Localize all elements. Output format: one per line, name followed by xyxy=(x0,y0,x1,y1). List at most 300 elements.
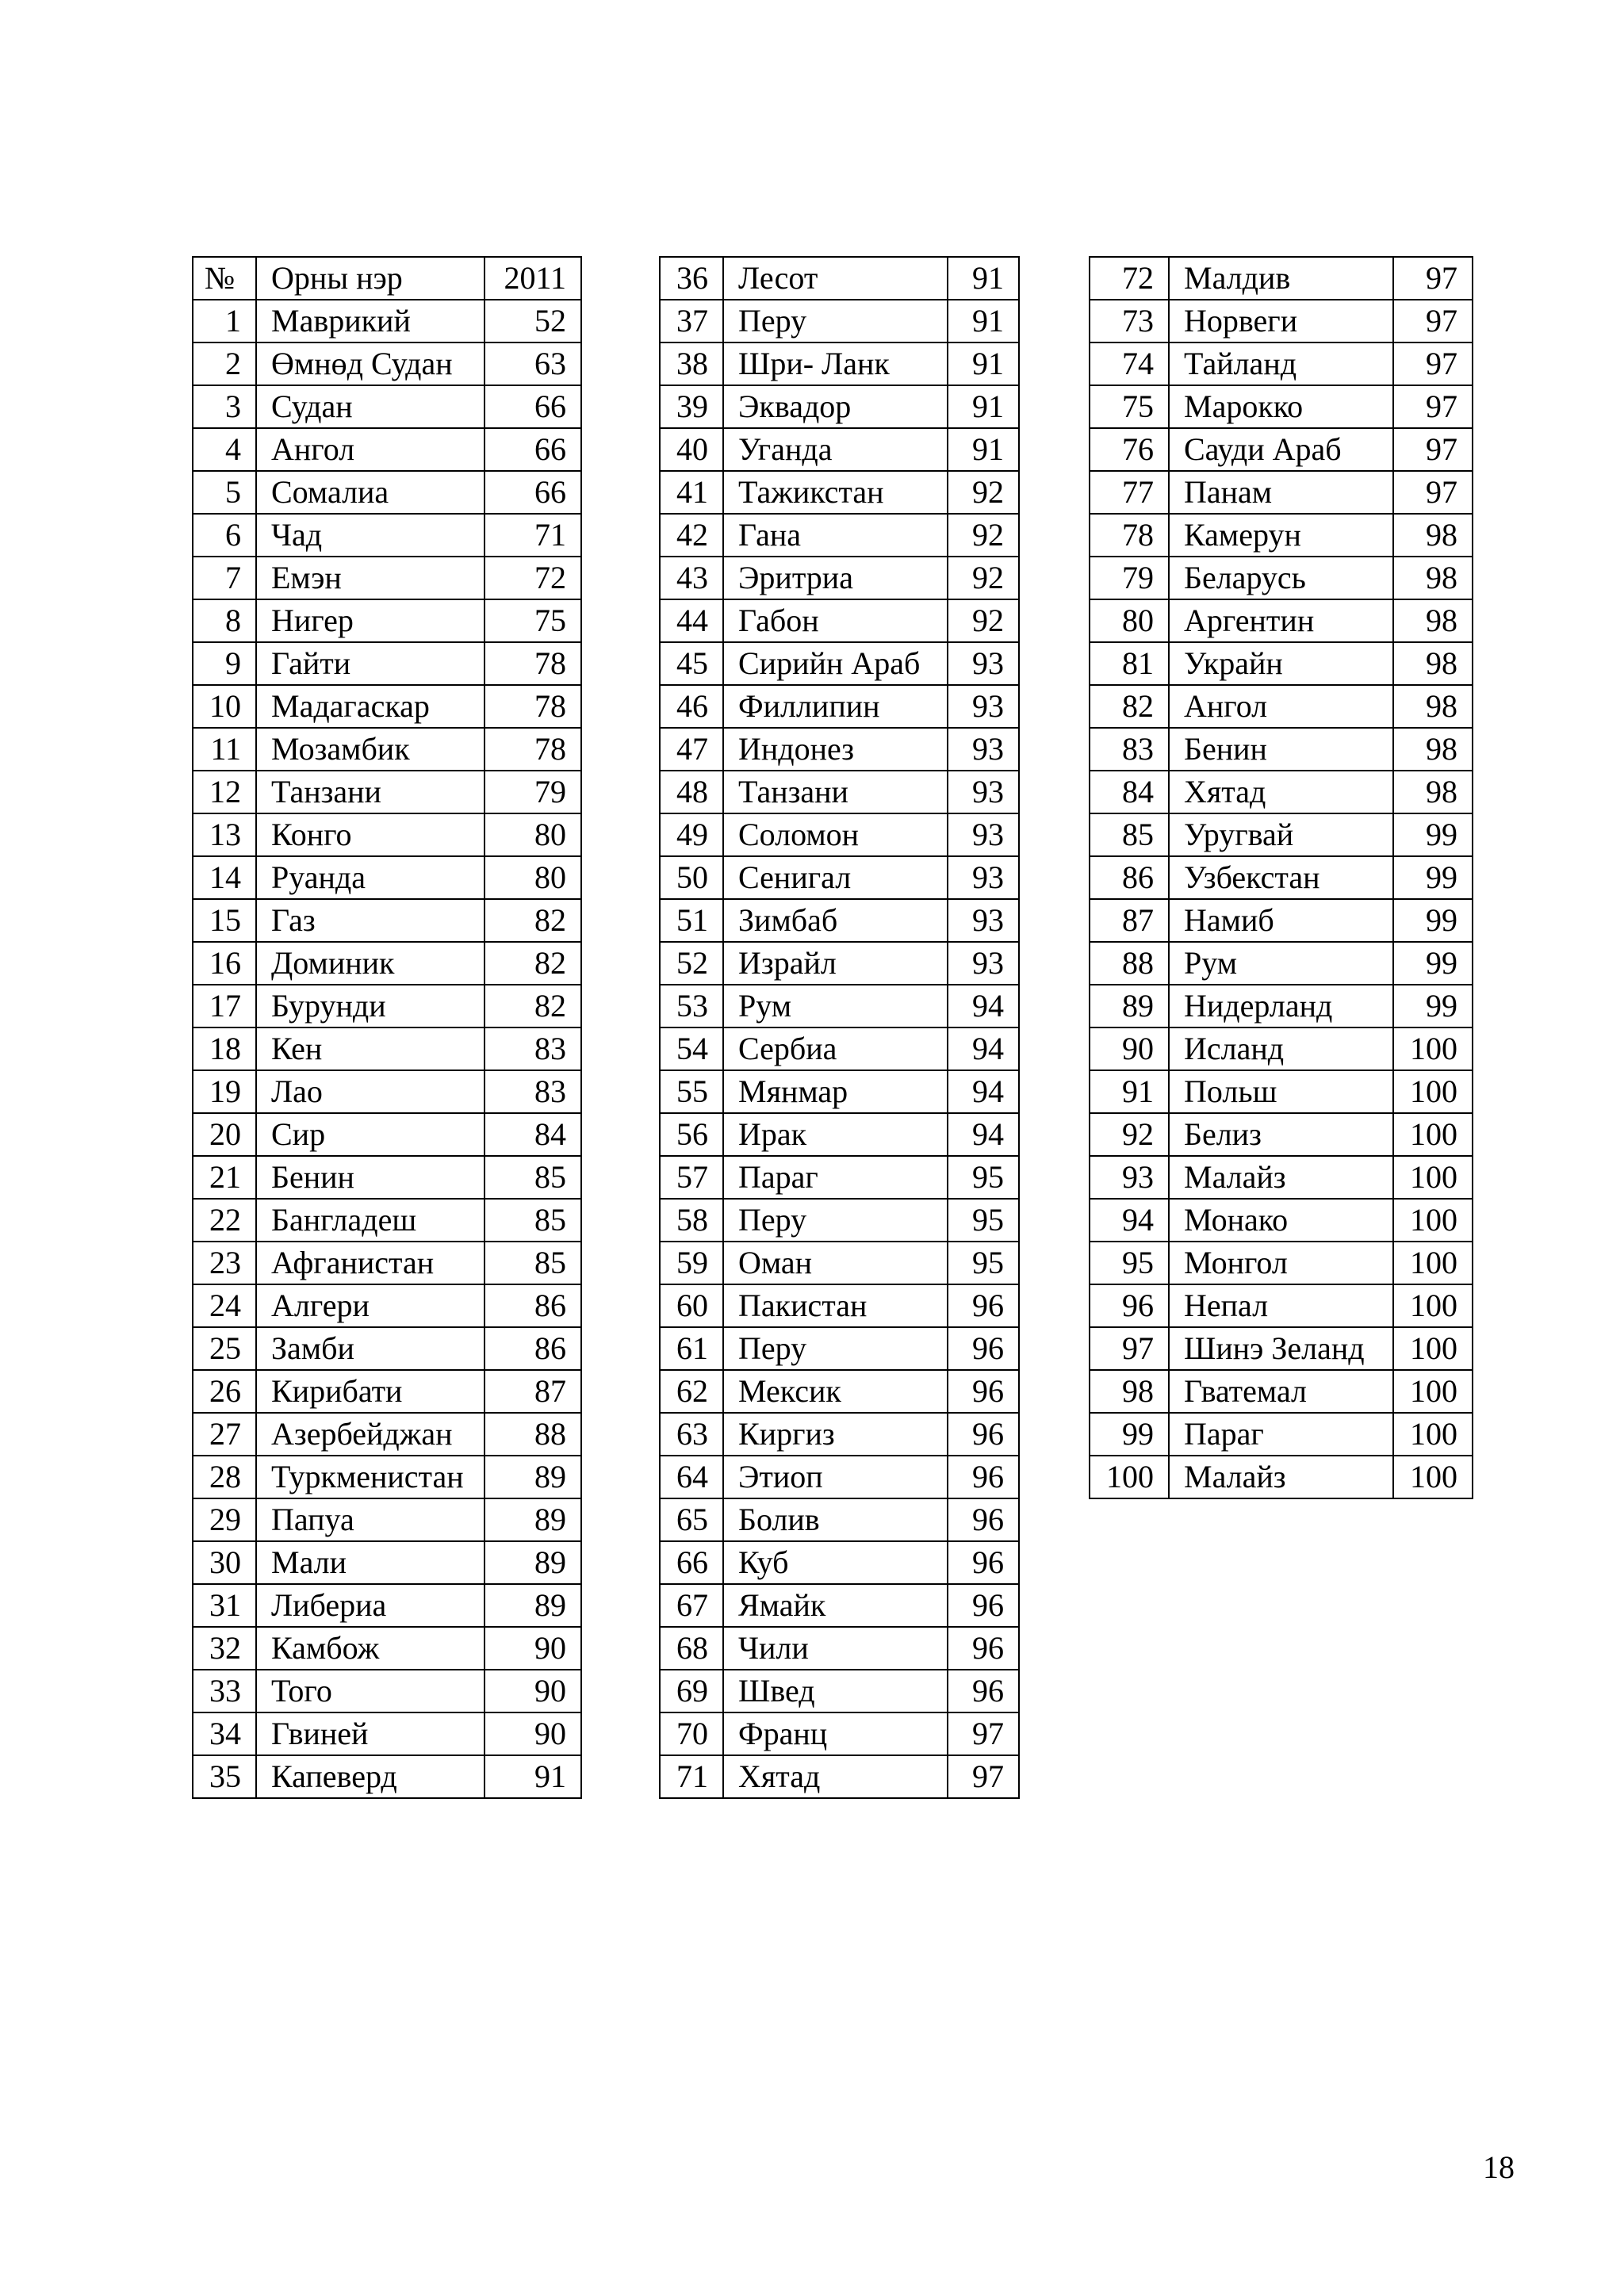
table-row xyxy=(660,942,1019,985)
rank-cell: 89 xyxy=(1090,985,1169,1027)
value-cell: 94 xyxy=(948,1070,1019,1113)
value-cell: 78 xyxy=(485,642,581,685)
country-cell: Куб xyxy=(723,1541,948,1584)
value-cell: 93 xyxy=(948,899,1019,942)
table-row xyxy=(1090,985,1473,1027)
value-cell: 89 xyxy=(485,1456,581,1498)
value-cell: 89 xyxy=(485,1498,581,1541)
value-cell: 94 xyxy=(948,1027,1019,1070)
rank-cell: 63 xyxy=(660,1413,723,1456)
table-row xyxy=(660,1456,1019,1498)
rank-cell: 78 xyxy=(1090,514,1169,557)
country-cell: Ямайк xyxy=(723,1584,948,1627)
country-cell: Папуа xyxy=(256,1498,485,1541)
value-cell: 83 xyxy=(485,1070,581,1113)
rank-cell: 30 xyxy=(193,1541,256,1584)
rank-cell: 74 xyxy=(1090,342,1169,385)
header-year: 2011 xyxy=(485,257,581,300)
country-cell: Гана xyxy=(723,514,948,557)
value-cell: 100 xyxy=(1393,1027,1473,1070)
country-cell: Габон xyxy=(723,599,948,642)
value-cell: 93 xyxy=(948,942,1019,985)
rank-cell: 10 xyxy=(193,685,256,728)
rank-cell: 5 xyxy=(193,471,256,514)
table-row xyxy=(193,813,581,856)
rank-cell: 36 xyxy=(660,257,723,300)
country-cell: Малайз xyxy=(1169,1456,1393,1498)
rank-cell: 6 xyxy=(193,514,256,557)
value-cell: 100 xyxy=(1393,1284,1473,1327)
country-cell: Соломон xyxy=(723,813,948,856)
table-row xyxy=(193,1370,581,1413)
country-cell: Мозамбик xyxy=(256,728,485,771)
value-cell: 98 xyxy=(1393,728,1473,771)
table-row xyxy=(660,856,1019,899)
value-cell: 92 xyxy=(948,471,1019,514)
country-cell: Украйн xyxy=(1169,642,1393,685)
value-cell: 66 xyxy=(485,385,581,428)
rank-cell: 7 xyxy=(193,557,256,599)
value-cell: 93 xyxy=(948,728,1019,771)
table-row xyxy=(193,642,581,685)
rank-cell: 62 xyxy=(660,1370,723,1413)
table-row xyxy=(660,342,1019,385)
country-cell: Этиоп xyxy=(723,1456,948,1498)
rank-cell: 11 xyxy=(193,728,256,771)
country-cell: Эквадор xyxy=(723,385,948,428)
value-cell: 96 xyxy=(948,1284,1019,1327)
rank-cell: 64 xyxy=(660,1456,723,1498)
country-cell: Исланд xyxy=(1169,1027,1393,1070)
table-row xyxy=(1090,471,1473,514)
country-cell: Мали xyxy=(256,1541,485,1584)
rank-cell: 77 xyxy=(1090,471,1169,514)
table-row xyxy=(660,1370,1019,1413)
country-table-2 xyxy=(659,256,1020,1799)
country-cell: Малдив xyxy=(1169,257,1393,300)
rank-cell: 39 xyxy=(660,385,723,428)
rank-cell: 99 xyxy=(1090,1413,1169,1456)
table-row xyxy=(193,1156,581,1199)
value-cell: 66 xyxy=(485,428,581,471)
value-cell: 78 xyxy=(485,685,581,728)
country-cell: Узбекстан xyxy=(1169,856,1393,899)
value-cell: 78 xyxy=(485,728,581,771)
table-row xyxy=(1090,813,1473,856)
country-cell: Монако xyxy=(1169,1199,1393,1242)
country-cell: Перу xyxy=(723,1327,948,1370)
country-cell: Сирийн Араб xyxy=(723,642,948,685)
country-cell: Танзани xyxy=(723,771,948,813)
value-cell: 99 xyxy=(1393,899,1473,942)
rank-cell: 50 xyxy=(660,856,723,899)
value-cell: 96 xyxy=(948,1370,1019,1413)
country-cell: Чили xyxy=(723,1627,948,1670)
country-cell: Сомалиа xyxy=(256,471,485,514)
value-cell: 100 xyxy=(1393,1156,1473,1199)
country-cell: Замби xyxy=(256,1327,485,1370)
value-cell: 89 xyxy=(485,1541,581,1584)
table-row xyxy=(1090,1284,1473,1327)
rank-cell: 79 xyxy=(1090,557,1169,599)
country-cell: Рум xyxy=(1169,942,1393,985)
country-cell: Хятад xyxy=(723,1755,948,1798)
value-cell: 52 xyxy=(485,300,581,342)
rank-cell: 66 xyxy=(660,1541,723,1584)
rank-cell: 71 xyxy=(660,1755,723,1798)
value-cell: 93 xyxy=(948,642,1019,685)
table-row xyxy=(193,685,581,728)
country-cell: Кирибати xyxy=(256,1370,485,1413)
value-cell: 95 xyxy=(948,1199,1019,1242)
rank-cell: 69 xyxy=(660,1670,723,1712)
rank-cell: 96 xyxy=(1090,1284,1169,1327)
rank-cell: 41 xyxy=(660,471,723,514)
rank-cell: 72 xyxy=(1090,257,1169,300)
rank-cell: 88 xyxy=(1090,942,1169,985)
value-cell: 66 xyxy=(485,471,581,514)
value-cell: 95 xyxy=(948,1156,1019,1199)
value-cell: 89 xyxy=(485,1584,581,1627)
country-cell: Лао xyxy=(256,1070,485,1113)
rank-cell: 33 xyxy=(193,1670,256,1712)
value-cell: 93 xyxy=(948,813,1019,856)
table-row xyxy=(1090,1413,1473,1456)
country-cell: Алгери xyxy=(256,1284,485,1327)
rank-cell: 23 xyxy=(193,1242,256,1284)
table-row xyxy=(660,1627,1019,1670)
country-cell: Уругвай xyxy=(1169,813,1393,856)
value-cell: 96 xyxy=(948,1670,1019,1712)
table-row xyxy=(193,557,581,599)
value-cell: 97 xyxy=(1393,300,1473,342)
rank-cell: 26 xyxy=(193,1370,256,1413)
rank-cell: 68 xyxy=(660,1627,723,1670)
rank-cell: 87 xyxy=(1090,899,1169,942)
rank-cell: 32 xyxy=(193,1627,256,1670)
value-cell: 98 xyxy=(1393,557,1473,599)
country-cell: Параг xyxy=(1169,1413,1393,1456)
value-cell: 85 xyxy=(485,1156,581,1199)
country-cell: Киргиз xyxy=(723,1413,948,1456)
table-row xyxy=(1090,728,1473,771)
rank-cell: 38 xyxy=(660,342,723,385)
rank-cell: 51 xyxy=(660,899,723,942)
table-row xyxy=(660,1156,1019,1199)
table-row xyxy=(193,728,581,771)
rank-cell: 95 xyxy=(1090,1242,1169,1284)
rank-cell: 42 xyxy=(660,514,723,557)
country-cell: Израйл xyxy=(723,942,948,985)
rank-cell: 9 xyxy=(193,642,256,685)
country-cell: Сенигал xyxy=(723,856,948,899)
country-cell: Өмнөд Судан xyxy=(256,342,485,385)
rank-cell: 44 xyxy=(660,599,723,642)
value-cell: 86 xyxy=(485,1284,581,1327)
value-cell: 99 xyxy=(1393,942,1473,985)
rank-cell: 55 xyxy=(660,1070,723,1113)
table-row xyxy=(193,1456,581,1498)
country-cell: Оман xyxy=(723,1242,948,1284)
table-row xyxy=(193,428,581,471)
table-row xyxy=(1090,1027,1473,1070)
table-row xyxy=(193,1284,581,1327)
table-row xyxy=(660,599,1019,642)
value-cell: 97 xyxy=(1393,342,1473,385)
country-cell: Бурунди xyxy=(256,985,485,1027)
value-cell: 97 xyxy=(1393,428,1473,471)
rank-cell: 76 xyxy=(1090,428,1169,471)
rank-cell: 49 xyxy=(660,813,723,856)
value-cell: 99 xyxy=(1393,813,1473,856)
table-row xyxy=(193,1027,581,1070)
country-cell: Хятад xyxy=(1169,771,1393,813)
value-cell: 82 xyxy=(485,899,581,942)
rank-cell: 85 xyxy=(1090,813,1169,856)
rank-cell: 37 xyxy=(660,300,723,342)
rank-cell: 17 xyxy=(193,985,256,1027)
table-row xyxy=(193,342,581,385)
country-cell: Уганда xyxy=(723,428,948,471)
country-cell: Беларусь xyxy=(1169,557,1393,599)
table-row xyxy=(660,899,1019,942)
country-table-1 xyxy=(192,256,582,1799)
value-cell: 98 xyxy=(1393,771,1473,813)
country-cell: Ангол xyxy=(256,428,485,471)
rank-cell: 43 xyxy=(660,557,723,599)
table-row xyxy=(660,1541,1019,1584)
value-cell: 90 xyxy=(485,1670,581,1712)
country-cell: Ангол xyxy=(1169,685,1393,728)
table-row xyxy=(1090,514,1473,557)
value-cell: 91 xyxy=(948,342,1019,385)
rank-cell: 65 xyxy=(660,1498,723,1541)
table-row xyxy=(193,1199,581,1242)
value-cell: 93 xyxy=(948,685,1019,728)
table-row xyxy=(193,514,581,557)
table-row xyxy=(660,1027,1019,1070)
table-row xyxy=(193,985,581,1027)
rank-cell: 97 xyxy=(1090,1327,1169,1370)
table-row xyxy=(660,428,1019,471)
value-cell: 96 xyxy=(948,1456,1019,1498)
country-cell: Туркменистан xyxy=(256,1456,485,1498)
country-cell: Шри- Ланк xyxy=(723,342,948,385)
country-cell: Емэн xyxy=(256,557,485,599)
table-row xyxy=(660,1584,1019,1627)
country-cell: Бангладеш xyxy=(256,1199,485,1242)
table-row xyxy=(660,1199,1019,1242)
table-row xyxy=(660,257,1019,300)
table-row xyxy=(193,899,581,942)
value-cell: 75 xyxy=(485,599,581,642)
country-cell: Эритриа xyxy=(723,557,948,599)
table-row xyxy=(193,1712,581,1755)
value-cell: 91 xyxy=(948,257,1019,300)
country-cell: Сир xyxy=(256,1113,485,1156)
country-cell: Сауди Араб xyxy=(1169,428,1393,471)
country-cell: Мадагаскар xyxy=(256,685,485,728)
rank-cell: 22 xyxy=(193,1199,256,1242)
country-cell: Гватемал xyxy=(1169,1370,1393,1413)
table-row xyxy=(660,642,1019,685)
rank-cell: 27 xyxy=(193,1413,256,1456)
country-cell: Руанда xyxy=(256,856,485,899)
value-cell: 98 xyxy=(1393,599,1473,642)
table-row xyxy=(660,1755,1019,1798)
table-row xyxy=(1090,1070,1473,1113)
table-row xyxy=(193,385,581,428)
rank-cell: 15 xyxy=(193,899,256,942)
rank-cell: 20 xyxy=(193,1113,256,1156)
value-cell: 91 xyxy=(948,385,1019,428)
country-cell: Марокко xyxy=(1169,385,1393,428)
rank-cell: 94 xyxy=(1090,1199,1169,1242)
value-cell: 82 xyxy=(485,985,581,1027)
table-row xyxy=(660,1498,1019,1541)
country-cell: Мексик xyxy=(723,1370,948,1413)
country-cell: Капеверд xyxy=(256,1755,485,1798)
table-row xyxy=(1090,599,1473,642)
table-row xyxy=(193,300,581,342)
country-cell: Маврикий xyxy=(256,300,485,342)
table-row xyxy=(660,1327,1019,1370)
table-row xyxy=(660,471,1019,514)
country-cell: Пакистан xyxy=(723,1284,948,1327)
country-cell: Малайз xyxy=(1169,1156,1393,1199)
table-row xyxy=(1090,257,1473,300)
rank-cell: 98 xyxy=(1090,1370,1169,1413)
country-cell: Тажикстан xyxy=(723,471,948,514)
header-number: № xyxy=(193,257,256,300)
table-row xyxy=(1090,899,1473,942)
table-row xyxy=(660,300,1019,342)
value-cell: 86 xyxy=(485,1327,581,1370)
rank-cell: 90 xyxy=(1090,1027,1169,1070)
country-cell: Белиз xyxy=(1169,1113,1393,1156)
value-cell: 95 xyxy=(948,1242,1019,1284)
table-row xyxy=(660,771,1019,813)
table-row xyxy=(1090,342,1473,385)
table-row xyxy=(193,599,581,642)
country-cell: Камбож xyxy=(256,1627,485,1670)
table-row xyxy=(193,1627,581,1670)
rank-cell: 80 xyxy=(1090,599,1169,642)
value-cell: 100 xyxy=(1393,1370,1473,1413)
table-header-row xyxy=(193,257,581,300)
value-cell: 85 xyxy=(485,1199,581,1242)
rank-cell: 12 xyxy=(193,771,256,813)
table-row xyxy=(1090,1370,1473,1413)
country-cell: Сербиа xyxy=(723,1027,948,1070)
value-cell: 71 xyxy=(485,514,581,557)
value-cell: 100 xyxy=(1393,1413,1473,1456)
rank-cell: 52 xyxy=(660,942,723,985)
rank-cell: 53 xyxy=(660,985,723,1027)
country-cell: Перу xyxy=(723,300,948,342)
value-cell: 91 xyxy=(948,300,1019,342)
value-cell: 92 xyxy=(948,557,1019,599)
table-row xyxy=(193,1413,581,1456)
table-row xyxy=(660,1113,1019,1156)
table-row xyxy=(660,385,1019,428)
value-cell: 98 xyxy=(1393,514,1473,557)
table-row xyxy=(1090,1113,1473,1156)
rank-cell: 8 xyxy=(193,599,256,642)
country-cell: Швед xyxy=(723,1670,948,1712)
rank-cell: 16 xyxy=(193,942,256,985)
table-row xyxy=(660,813,1019,856)
rank-cell: 35 xyxy=(193,1755,256,1798)
table-row xyxy=(193,471,581,514)
country-cell: Параг xyxy=(723,1156,948,1199)
country-cell: Непал xyxy=(1169,1284,1393,1327)
value-cell: 82 xyxy=(485,942,581,985)
value-cell: 96 xyxy=(948,1627,1019,1670)
table-row xyxy=(193,1498,581,1541)
table-row xyxy=(660,1242,1019,1284)
rank-cell: 56 xyxy=(660,1113,723,1156)
value-cell: 99 xyxy=(1393,985,1473,1027)
value-cell: 94 xyxy=(948,985,1019,1027)
table-row xyxy=(1090,1327,1473,1370)
table-row xyxy=(193,1242,581,1284)
country-cell: Кен xyxy=(256,1027,485,1070)
rank-cell: 18 xyxy=(193,1027,256,1070)
value-cell: 79 xyxy=(485,771,581,813)
country-cell: Конго xyxy=(256,813,485,856)
value-cell: 100 xyxy=(1393,1242,1473,1284)
country-cell: Афганистан xyxy=(256,1242,485,1284)
country-cell: Мянмар xyxy=(723,1070,948,1113)
value-cell: 92 xyxy=(948,514,1019,557)
table-row xyxy=(1090,1242,1473,1284)
country-cell: Газ xyxy=(256,899,485,942)
value-cell: 99 xyxy=(1393,856,1473,899)
country-table-3 xyxy=(1089,256,1473,1499)
value-cell: 96 xyxy=(948,1413,1019,1456)
table-row xyxy=(660,1712,1019,1755)
value-cell: 96 xyxy=(948,1584,1019,1627)
value-cell: 88 xyxy=(485,1413,581,1456)
value-cell: 91 xyxy=(948,428,1019,471)
rank-cell: 93 xyxy=(1090,1156,1169,1199)
table-row xyxy=(1090,942,1473,985)
country-cell: Чад xyxy=(256,514,485,557)
rank-cell: 3 xyxy=(193,385,256,428)
table-row xyxy=(193,771,581,813)
table-row xyxy=(660,557,1019,599)
rank-cell: 54 xyxy=(660,1027,723,1070)
table-row xyxy=(193,1113,581,1156)
value-cell: 87 xyxy=(485,1370,581,1413)
value-cell: 100 xyxy=(1393,1199,1473,1242)
rank-cell: 75 xyxy=(1090,385,1169,428)
country-cell: Гайти xyxy=(256,642,485,685)
value-cell: 97 xyxy=(1393,385,1473,428)
table-row xyxy=(1090,856,1473,899)
value-cell: 96 xyxy=(948,1498,1019,1541)
rank-cell: 58 xyxy=(660,1199,723,1242)
country-cell: Польш xyxy=(1169,1070,1393,1113)
value-cell: 83 xyxy=(485,1027,581,1070)
value-cell: 100 xyxy=(1393,1113,1473,1156)
country-cell: Доминик xyxy=(256,942,485,985)
country-cell: Аргентин xyxy=(1169,599,1393,642)
country-cell: Бенин xyxy=(256,1156,485,1199)
country-cell: Монгол xyxy=(1169,1242,1393,1284)
country-cell: Шинэ Зеланд xyxy=(1169,1327,1393,1370)
